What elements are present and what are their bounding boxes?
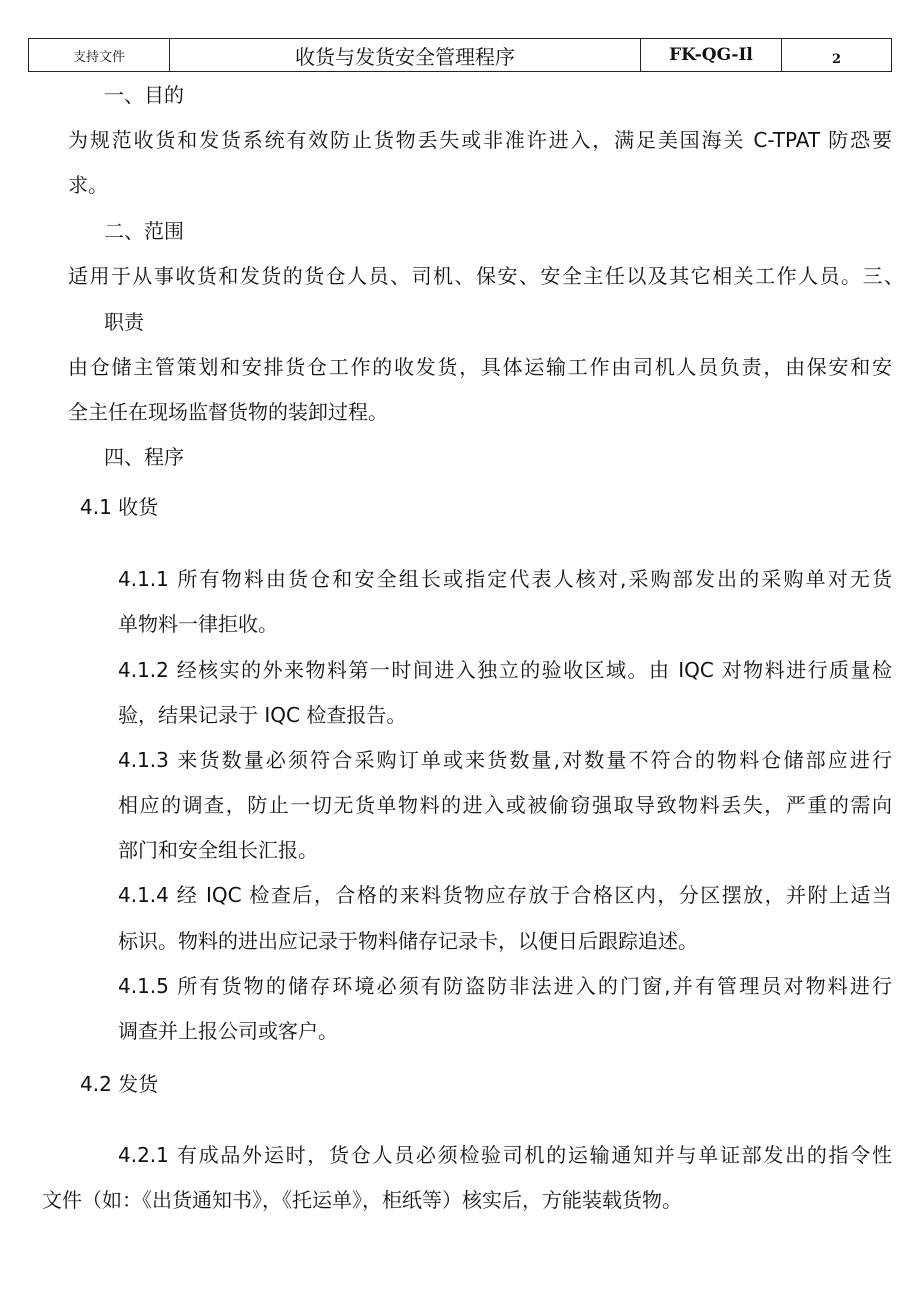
scope-line-1: 适用于从事收货和发货的货仓人员、司机、保安、安全主任以及其它相关工作人员。三、 bbox=[68, 264, 904, 288]
clause-4-1-4-line-1: 4.1.4 经 IQC 检查后，合格的来料货物应存放于合格区内，分区摆放，并附上适当 bbox=[118, 883, 892, 907]
shipping-heading: 4.2 发货 bbox=[80, 1072, 159, 1096]
doc-type-cell: 支持文件 bbox=[29, 39, 170, 72]
clause-4-1-3-line-1: 4.1.3 来货数量必须符合采购订单或来货数量,对数量不符合的物料仓储部应进行 bbox=[118, 748, 892, 772]
scope-heading: 二、范围 bbox=[104, 219, 184, 243]
receiving-heading: 4.1 收货 bbox=[80, 495, 159, 519]
page-number-cell: 2 bbox=[782, 39, 892, 72]
responsibility-line-2: 全主任在现场监督货物的装卸过程。 bbox=[68, 400, 388, 424]
clause-4-1-5-line-2: 调查并上报公司或客户。 bbox=[118, 1019, 338, 1043]
procedure-heading: 四、程序 bbox=[104, 445, 184, 469]
clause-4-1-1-line-1: 4.1.1 所有物料由货仓和安全组长或指定代表人核对,采购部发出的采购单对无货 bbox=[118, 567, 892, 591]
header-table bbox=[28, 38, 892, 72]
purpose-line-1: 为规范收货和发货系统有效防止货物丢失或非准许进入，满足美国海关 C-TPAT 防恐要 bbox=[68, 128, 892, 152]
doc-code-cell: FK-QG-Il bbox=[641, 39, 782, 72]
clause-4-1-1-line-2: 单物料一律拒收。 bbox=[118, 612, 278, 636]
clause-4-1-5-line-1: 4.1.5 所有货物的储存环境必须有防盗防非法进入的门窗,并有管理员对物料进行 bbox=[118, 974, 892, 998]
responsibility-heading: 职责 bbox=[104, 310, 144, 334]
clause-4-1-2-line-1: 4.1.2 经核实的外来物料第一时间进入独立的验收区域。由 IQC 对物料进行质量检 bbox=[118, 658, 892, 682]
purpose-line-2: 求。 bbox=[68, 173, 108, 197]
clause-4-1-4-line-2: 标识。物料的进出应记录于物料储存记录卡，以便日后跟踪追述。 bbox=[118, 929, 698, 953]
clause-4-1-3-line-2: 相应的调查，防止一切无货单物料的进入或被偷窃强取导致物料丢失，严重的需向 bbox=[118, 793, 892, 817]
clause-4-2-1-line-1: 4.2.1 有成品外运时，货仓人员必须检验司机的运输通知并与单证部发出的指令性 bbox=[118, 1143, 892, 1167]
purpose-heading: 一、目的 bbox=[104, 83, 184, 107]
clause-4-1-2-line-2: 验，结果记录于 IQC 检查报告。 bbox=[118, 703, 407, 727]
clause-4-2-1-line-2: 文件（如：《出货通知书》，《托运单》，柜纸等）核实后，方能装载货物。 bbox=[42, 1188, 682, 1212]
clause-4-1-3-line-3: 部门和安全组长汇报。 bbox=[118, 838, 318, 862]
doc-title-cell: 收货与发货安全管理程序 bbox=[170, 39, 641, 72]
responsibility-line-1: 由仓储主管策划和安排货仓工作的收发货，具体运输工作由司机人员负责，由保安和安 bbox=[68, 355, 892, 379]
